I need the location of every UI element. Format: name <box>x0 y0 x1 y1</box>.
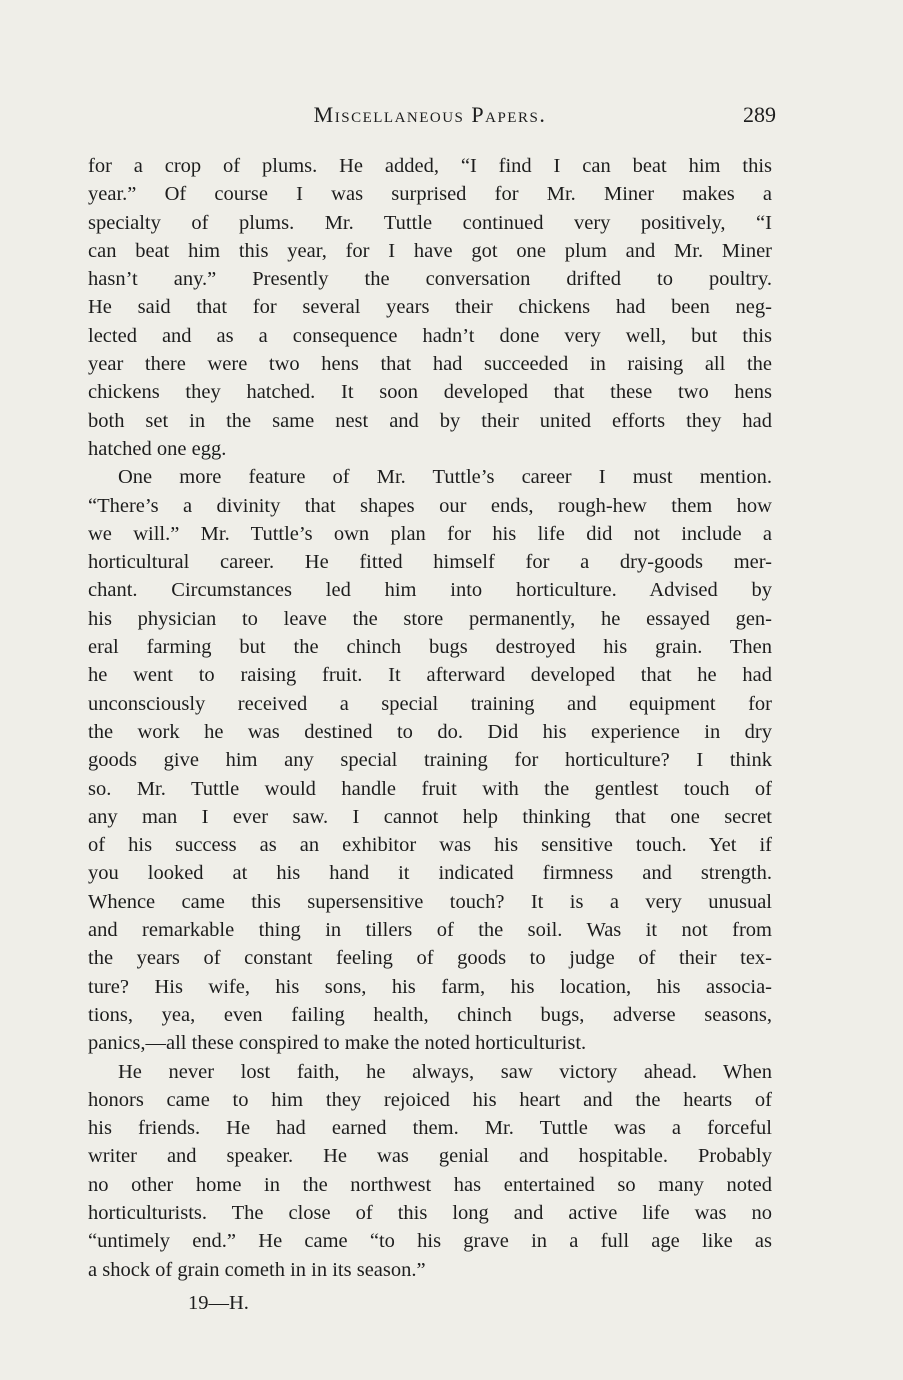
paragraph <box>88 1058 772 1284</box>
text-line: the years of constant feeling of goods to judge of their tex- <box>88 947 772 970</box>
text-line: of his success as an exhibitor was his sensitive touch. Yet if <box>88 834 772 857</box>
running-head <box>84 102 776 136</box>
text-line: “There’s a divinity that shapes our ends, rough-hew them how <box>88 494 772 517</box>
text-line: writer and speaker. He was genial and hospitable. Probably <box>88 1145 772 1168</box>
text-line: we will.” Mr. Tuttle’s own plan for his life did not include a <box>88 522 772 545</box>
text-line: ture? His wife, his sons, his farm, his location, his associa- <box>88 975 772 998</box>
text-line: both set in the same nest and by their united efforts they had <box>88 409 772 432</box>
text-line: and remarkable thing in tillers of the soil. Was it not from <box>88 919 772 942</box>
paragraph <box>88 463 772 1057</box>
text-line: so. Mr. Tuttle would handle fruit with the gentlest touch of <box>88 777 772 800</box>
text-line: specialty of plums. Mr. Tuttle continued very positively, “I <box>88 211 772 234</box>
text-line: tions, yea, even failing health, chinch bugs, adverse seasons, <box>88 1003 772 1026</box>
running-title: Miscellaneous Papers. <box>313 102 547 127</box>
text-line: can beat him this year, for I have got one plum and Mr. Miner <box>88 239 772 262</box>
text-line: the work he was destined to do. Did his experience in dry <box>88 720 772 743</box>
text-line: goods give him any special training for horticulture? I think <box>88 749 772 772</box>
text-line: He never lost faith, he always, saw victory ahead. When <box>118 1060 772 1083</box>
text-line: horticulturists. The close of this long and active life was no <box>88 1201 772 1224</box>
text-line: you looked at his hand it indicated firmness and strength. <box>88 862 772 885</box>
text-line: Whence came this supersensitive touch? It is a very unusual <box>88 890 772 913</box>
text-line: no other home in the northwest has entertained so many noted <box>88 1173 772 1196</box>
text-line: honors came to him they rejoiced his heart and the hearts of <box>88 1088 772 1111</box>
text-line: “untimely end.” He came “to his grave in a full age like as <box>88 1230 772 1253</box>
signature-mark: 19—H. <box>188 1292 249 1314</box>
text-line: unconsciously received a special training and equipment for <box>88 692 772 715</box>
text-line: any man I ever saw. I cannot help thinking that one secret <box>88 805 772 828</box>
paragraph <box>88 152 772 463</box>
text-line: hasn’t any.” Presently the conversation drifted to poultry. <box>88 268 772 291</box>
text-line: his friends. He had earned them. Mr. Tuttle was a forceful <box>88 1117 772 1140</box>
body-text <box>88 152 772 1284</box>
text-line: he went to raising fruit. It afterward developed that he had <box>88 664 772 687</box>
text-line: One more feature of Mr. Tuttle’s career I must mention. <box>118 466 772 489</box>
text-line: year.” Of course I was surprised for Mr. Miner makes a <box>88 183 772 206</box>
text-line: He said that for several years their chickens had been neg- <box>88 296 772 319</box>
text-line: chant. Circumstances led him into horticulture. Advised by <box>88 579 772 602</box>
text-line: hatched one egg. <box>88 437 227 460</box>
text-line: horticultural career. He fitted himself for a dry-goods mer- <box>88 551 772 574</box>
text-line: panics,—all these conspired to make the noted horticulturist. <box>88 1032 587 1055</box>
page-number: 289 <box>743 102 776 127</box>
text-line: chickens they hatched. It soon developed that these two hens <box>88 381 772 404</box>
text-line: eral farming but the chinch bugs destroyed his grain. Then <box>88 636 772 659</box>
text-line: year there were two hens that had succeeded in raising all the <box>88 353 772 376</box>
text-line: a shock of grain cometh in in its season.” <box>88 1258 426 1281</box>
text-line: his physician to leave the store permanently, he essayed gen- <box>88 607 772 630</box>
text-line: for a crop of plums. He added, “I find I can beat him this <box>88 155 772 177</box>
text-line: lected and as a consequence hadn’t done very well, but this <box>88 324 772 347</box>
